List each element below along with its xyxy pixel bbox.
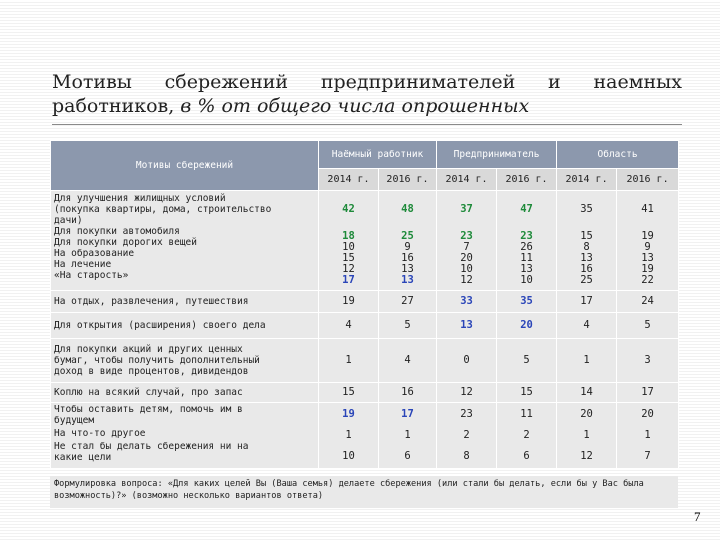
label-line: (покупка квартиры, дома, строительство: [54, 204, 272, 215]
value-cell: 24: [617, 291, 679, 313]
value: 8: [463, 450, 470, 462]
value: 17: [342, 274, 355, 286]
value-cell: 1: [557, 339, 617, 383]
value-cell: 12: [437, 383, 497, 403]
label-line: На образование: [54, 248, 135, 259]
value: 19: [342, 408, 355, 420]
value: 16: [580, 263, 593, 275]
value: 15: [342, 252, 355, 264]
value-cell: [617, 403, 679, 469]
value: 19: [641, 263, 654, 275]
year-header: 2014 г.: [557, 169, 617, 191]
label-line: доход в виде процентов, дивидендов: [54, 366, 249, 377]
label-line: Для улучшения жилищных условий: [54, 193, 226, 204]
value: 19: [641, 230, 654, 242]
value: 9: [404, 241, 411, 253]
value: 25: [401, 230, 414, 242]
label-line: Не стал бы делать сбережения ни на: [54, 441, 249, 452]
value-cell: 5: [617, 313, 679, 339]
value: 12: [460, 274, 473, 286]
title-italic: в % от общего числа опрошенных: [174, 95, 530, 117]
label-line: На лечение: [54, 259, 112, 270]
value: 10: [342, 450, 355, 462]
value-cell: [379, 403, 437, 469]
table-row: [51, 403, 679, 469]
value: 20: [641, 408, 654, 420]
label-line: будущем: [54, 415, 95, 426]
value: 13: [520, 263, 533, 275]
value: 41: [641, 203, 654, 215]
value-cell: 16: [379, 383, 437, 403]
value-cell: [557, 403, 617, 469]
value-cell: 5: [497, 339, 557, 383]
value: 1: [345, 429, 352, 441]
value: 9: [644, 241, 651, 253]
value-cell: 35: [497, 291, 557, 313]
value-cell: [379, 191, 437, 291]
value: 20: [460, 252, 473, 264]
value: 13: [580, 252, 593, 264]
table-row: [51, 339, 679, 383]
value: 23: [460, 230, 473, 242]
label-line: какие цели: [54, 452, 112, 463]
label-line: дачи): [54, 215, 83, 226]
value: 22: [641, 274, 654, 286]
title-line-2: [52, 94, 682, 118]
value-cell: 27: [379, 291, 437, 313]
value-cell: [497, 403, 557, 469]
year-header: 2014 г.: [319, 169, 379, 191]
value-cell: 20: [497, 313, 557, 339]
label-line: «На старость»: [54, 270, 129, 281]
value-cell: 14: [557, 383, 617, 403]
value: 12: [580, 450, 593, 462]
title-plain: работников,: [52, 95, 175, 117]
title-divider: [52, 124, 682, 125]
title-word: сбережений: [164, 71, 289, 93]
value: 13: [401, 274, 414, 286]
value: 1: [644, 429, 651, 441]
value-cell: [557, 191, 617, 291]
value: 18: [342, 230, 355, 242]
row-label: На отдых, развлечения, путешествия: [51, 291, 319, 313]
value: 10: [460, 263, 473, 275]
value: 13: [401, 263, 414, 275]
value: 11: [520, 252, 533, 264]
label-line: Чтобы оставить детям, помочь им в: [54, 404, 243, 415]
savings-table: [50, 140, 679, 469]
value-cell: 15: [497, 383, 557, 403]
motives-header: Мотивы сбережений: [51, 141, 319, 191]
group-header-entrepreneur: Предприниматель: [437, 141, 557, 169]
label-line: Для покупки акций и других ценных: [54, 344, 243, 355]
value: 8: [583, 241, 590, 253]
title-word: наемных: [593, 71, 682, 93]
year-header: 2016 г.: [497, 169, 557, 191]
title-word: Мотивы: [52, 71, 132, 93]
slide-title: [52, 70, 682, 118]
value-cell: 15: [319, 383, 379, 403]
value-cell: [437, 403, 497, 469]
value-cell: [617, 191, 679, 291]
value: 10: [342, 241, 355, 253]
row-label: Для открытия (расширения) своего дела: [51, 313, 319, 339]
value: 6: [404, 450, 411, 462]
value-cell: [497, 191, 557, 291]
year-header: 2016 г.: [617, 169, 679, 191]
value: 1: [404, 429, 411, 441]
group-header-employee: Наёмный работник: [319, 141, 437, 169]
value: 12: [342, 263, 355, 275]
row-label: [51, 191, 319, 291]
value: 26: [520, 241, 533, 253]
value: 23: [520, 230, 533, 242]
value-cell: 4: [557, 313, 617, 339]
label-line: На что-то другое: [54, 428, 146, 439]
group-header-region: Область: [557, 141, 679, 169]
value-cell: 19: [319, 291, 379, 313]
row-label: [51, 403, 319, 469]
value-cell: [437, 191, 497, 291]
value: 17: [401, 408, 414, 420]
row-label: [51, 339, 319, 383]
value-cell: 33: [437, 291, 497, 313]
value: 35: [580, 203, 593, 215]
year-header: 2016 г.: [379, 169, 437, 191]
value-cell: 3: [617, 339, 679, 383]
value: 7: [644, 450, 651, 462]
value: 11: [520, 408, 533, 420]
table-header-row: [51, 141, 679, 169]
title-word: и: [548, 71, 561, 93]
value-cell: 17: [557, 291, 617, 313]
value: 47: [520, 203, 533, 215]
value-cell: [319, 191, 379, 291]
value: 37: [460, 203, 473, 215]
value-cell: 5: [379, 313, 437, 339]
value-cell: 4: [319, 313, 379, 339]
label-line: Для покупки дорогих вещей: [54, 237, 197, 248]
table-row: [51, 191, 679, 291]
value: 1: [583, 429, 590, 441]
year-header: 2014 г.: [437, 169, 497, 191]
value: 13: [641, 252, 654, 264]
value: 2: [463, 429, 470, 441]
table-row: [51, 313, 679, 339]
value: 20: [580, 408, 593, 420]
value: 6: [523, 450, 530, 462]
value: 7: [463, 241, 470, 253]
value: 16: [401, 252, 414, 264]
table-row: [51, 383, 679, 403]
table-row: [51, 291, 679, 313]
value-cell: 17: [617, 383, 679, 403]
row-label: Коплю на всякий случай, про запас: [51, 383, 319, 403]
label-line: Для покупки автомобиля: [54, 226, 180, 237]
question-footnote: Формулировка вопроса: «Для каких целей Вы (Ваша семья) делаете сбережения (или стали бы делать, если бы у Вас была возможность)?» (возможно несколько вариантов ответа): [50, 476, 678, 508]
value-cell: [319, 403, 379, 469]
label-line: бумаг, чтобы получить дополнительный: [54, 355, 260, 366]
value: 42: [342, 203, 355, 215]
value: 15: [580, 230, 593, 242]
value-cell: 4: [379, 339, 437, 383]
title-line-1: [52, 70, 682, 94]
value: 48: [401, 203, 414, 215]
value-cell: 13: [437, 313, 497, 339]
title-word: предпринимателей: [320, 71, 516, 93]
value-cell: 0: [437, 339, 497, 383]
page-number: 7: [694, 509, 701, 524]
value-cell: 1: [319, 339, 379, 383]
value: 10: [520, 274, 533, 286]
value: 25: [580, 274, 593, 286]
value: 23: [460, 408, 473, 420]
value: 2: [523, 429, 530, 441]
